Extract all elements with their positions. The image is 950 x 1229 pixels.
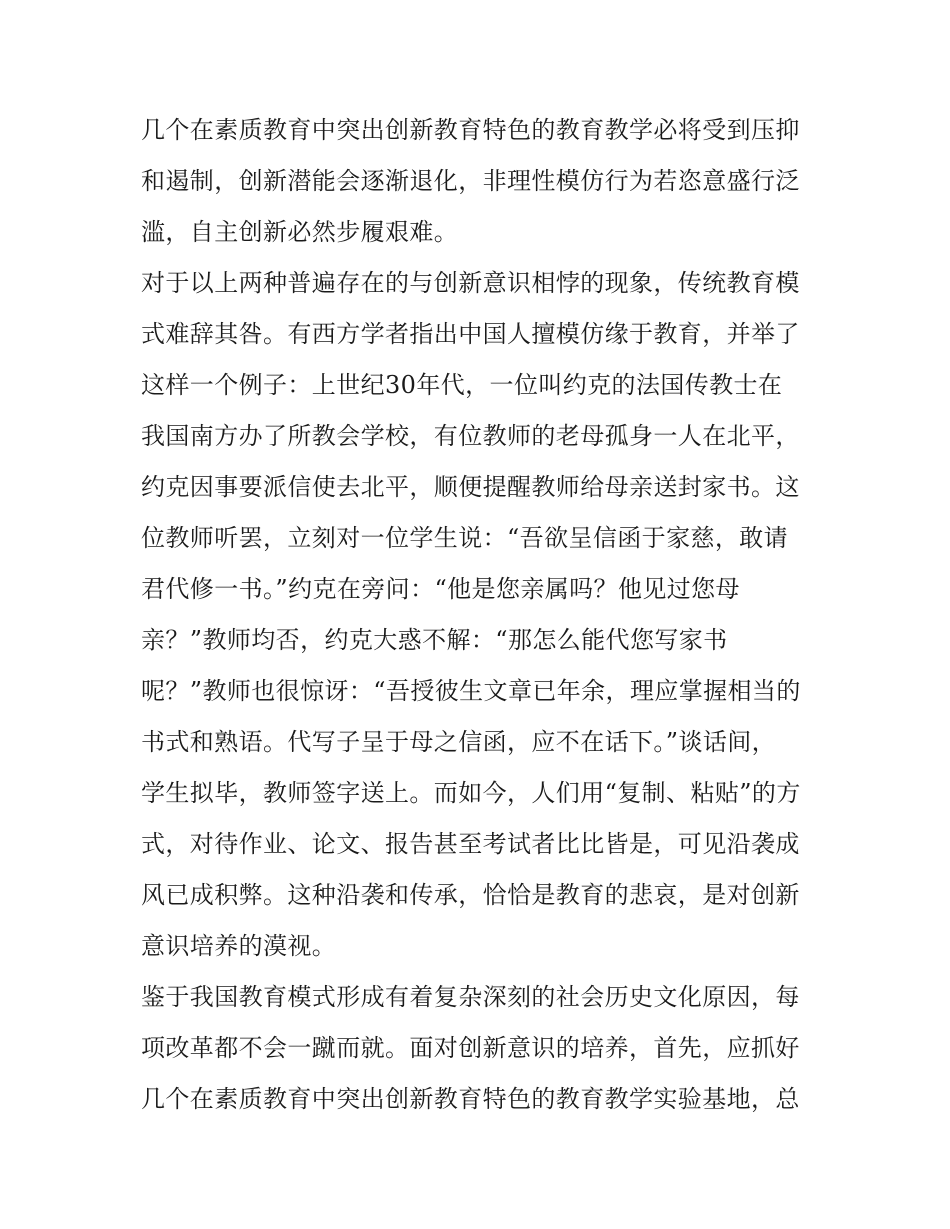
text-line: 书式和熟语。代写子呈于母之信函，应不在话下。”谈话间， (141, 728, 777, 756)
text-line: 意识培养的漠视。 (141, 932, 337, 960)
text-line: 君代修一书。”约克在旁问：“他是您亲属吗？他见过您母 (141, 575, 740, 603)
text-line: 滥，自主创新必然步履艰难。 (141, 218, 459, 246)
text-line: 我国南方办了所教会学校，有位教师的老母孤身一人在北平， (141, 422, 800, 450)
text-line: 鉴于我国教育模式形成有着复杂深刻的社会历史文化原因，每 (141, 983, 800, 1011)
text-line: 式难辞其咎。有西方学者指出中国人擅模仿缘于教育，并举了 (141, 320, 800, 348)
text-line: 约克因事要派信使去北平，顺便提醒教师给母亲送封家书。这 (141, 473, 800, 501)
text-line: 亲？”教师均否，约克大惑不解：“那怎么能代您写家书 (141, 626, 728, 654)
text-line: 对于以上两种普遍存在的与创新意识相悖的现象，传统教育模 (141, 269, 800, 297)
text-line: 几个在素质教育中突出创新教育特色的教育教学实验基地，总 (141, 1085, 800, 1113)
text-line: 这样一个例子：上世纪30年代，一位叫约克的法国传教士在 (141, 371, 783, 399)
text-line: 呢？”教师也很惊讶：“吾授彼生文章已年余，理应掌握相当的 (141, 677, 801, 705)
text-line: 风已成积弊。这种沿袭和传承，恰恰是教育的悲哀，是对创新 (141, 881, 800, 909)
text-line: 位教师听罢，立刻对一位学生说：“吾欲呈信函于家慈，敢请 (141, 524, 789, 552)
text-line: 项改革都不会一蹴而就。面对创新意识的培养，首先，应抓好 (141, 1034, 800, 1062)
text-line: 几个在素质教育中突出创新教育特色的教育教学必将受到压抑 (141, 116, 800, 144)
text-line: 式，对待作业、论文、报告甚至考试者比比皆是，可见沿袭成 (141, 830, 800, 858)
text-line: 学生拟毕，教师签字送上。而如今，人们用“复制、粘贴”的方 (141, 779, 801, 807)
text-line: 和遏制，创新潜能会逐渐退化，非理性模仿行为若恣意盛行泛 (141, 167, 800, 195)
